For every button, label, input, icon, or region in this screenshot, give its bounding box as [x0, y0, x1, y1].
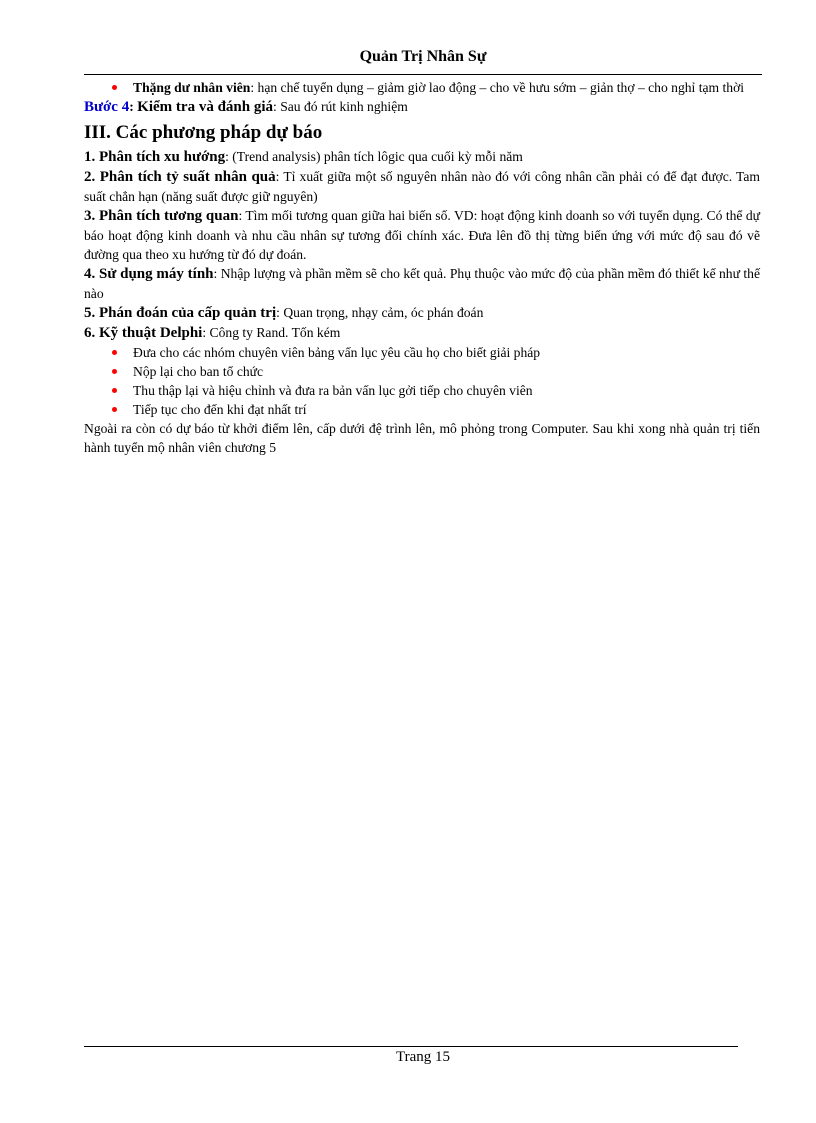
method-text: : Công ty Rand. Tốn kém — [202, 325, 341, 340]
method-text: : Nhập lượng và phần mềm sẽ cho kết quả. Phụ thuộc vào mức độ của phần mềm đó thiết kế như thế nào — [84, 266, 760, 301]
step-4-sep: : — [129, 99, 138, 114]
bullet-icon — [112, 407, 117, 412]
section-heading: III. Các phương pháp dự báo — [84, 122, 323, 143]
method-label: 1. Phân tích xu hướng — [84, 149, 226, 165]
bullet-icon — [112, 369, 117, 374]
method-item-1 — [84, 147, 760, 167]
closing-paragraph: Ngoài ra còn có dự báo từ khởi điểm lên, cấp dưới đệ trình lên, mô phỏng trong Computer. Sau khi xong nhà quản trị tiến hành tuyển mộ nhân viên chương 5 — [84, 421, 760, 455]
method-item-2 — [84, 167, 760, 206]
page-header-title: Quản Trị Nhân Sự — [359, 48, 487, 65]
step-4-paragraph — [84, 97, 760, 117]
method-label: 5. Phán đoán của cấp quản trị — [84, 305, 277, 321]
list-item — [84, 343, 760, 362]
document-body — [84, 78, 760, 457]
method-text: : Tìm mối tương quan giữa hai biến số. VD: hoạt động kinh doanh so với tuyển dụng. Có thể dự báo hoạt động kinh doanh và nhu cầu nhân sự tương đối chính xác. Đưa lên đồ thị từng biến ứng với mức độ sau đó vẽ đường qua theo xu hướng từ đó dự đoán. — [84, 208, 760, 262]
step-4-text: : Sau đó rút kinh nghiệm — [273, 99, 408, 114]
list-item — [84, 78, 760, 97]
surplus-bullet-list — [84, 78, 760, 97]
method-label: 2. Phân tích tỷ suất nhân quả — [84, 169, 276, 185]
list-item — [84, 381, 760, 400]
bullet-text: : hạn chế tuyển dụng – giảm giờ lao động – cho về hưu sớm – giản thợ – cho nghỉ tạm thời — [250, 80, 745, 95]
method-text: : (Trend analysis) phân tích lôgic qua cuối kỳ mỗi năm — [225, 149, 523, 164]
header-divider — [84, 74, 762, 75]
list-item — [84, 362, 760, 381]
method-label: 3. Phân tích tương quan — [84, 208, 239, 224]
method-item-6 — [84, 323, 760, 343]
step-4-label: Bước 4 — [84, 99, 130, 115]
bullet-label: Thặng dư nhân viên — [133, 80, 251, 95]
method-item-4 — [84, 264, 760, 303]
method-item-3 — [84, 206, 760, 264]
method-label: 4. Sử dụng máy tính — [84, 266, 214, 282]
bullet-text: Đưa cho các nhóm chuyên viên bảng vấn lục yêu cầu họ cho biết giải pháp — [133, 345, 541, 360]
delphi-bullet-list — [84, 343, 760, 419]
bullet-text: Tiếp tục cho đến khi đạt nhất trí — [133, 402, 307, 417]
method-text: : Tỉ xuất giữa một số nguyên nhân nào đó với công nhân cần phải có để đạt được. Tam suất chẳn hạn (năng suất được giữ nguyên) — [84, 169, 760, 204]
list-item — [84, 400, 760, 419]
method-item-5 — [84, 303, 760, 323]
page-number: Trang 15 — [395, 1049, 451, 1065]
bullet-text: Thu thập lại và hiệu chỉnh và đưa ra bản vấn lục gởi tiếp cho chuyên viên — [133, 383, 533, 398]
bullet-icon — [112, 350, 117, 355]
method-label: 6. Kỹ thuật Delphi — [84, 325, 203, 341]
bullet-icon — [112, 85, 117, 90]
step-4-title: Kiểm tra và đánh giá — [137, 99, 274, 115]
method-text: : Quan trọng, nhạy cảm, óc phán đoán — [276, 305, 484, 320]
footer-divider — [84, 1046, 738, 1047]
bullet-icon — [112, 388, 117, 393]
bullet-text: Nộp lại cho ban tổ chức — [133, 364, 264, 379]
